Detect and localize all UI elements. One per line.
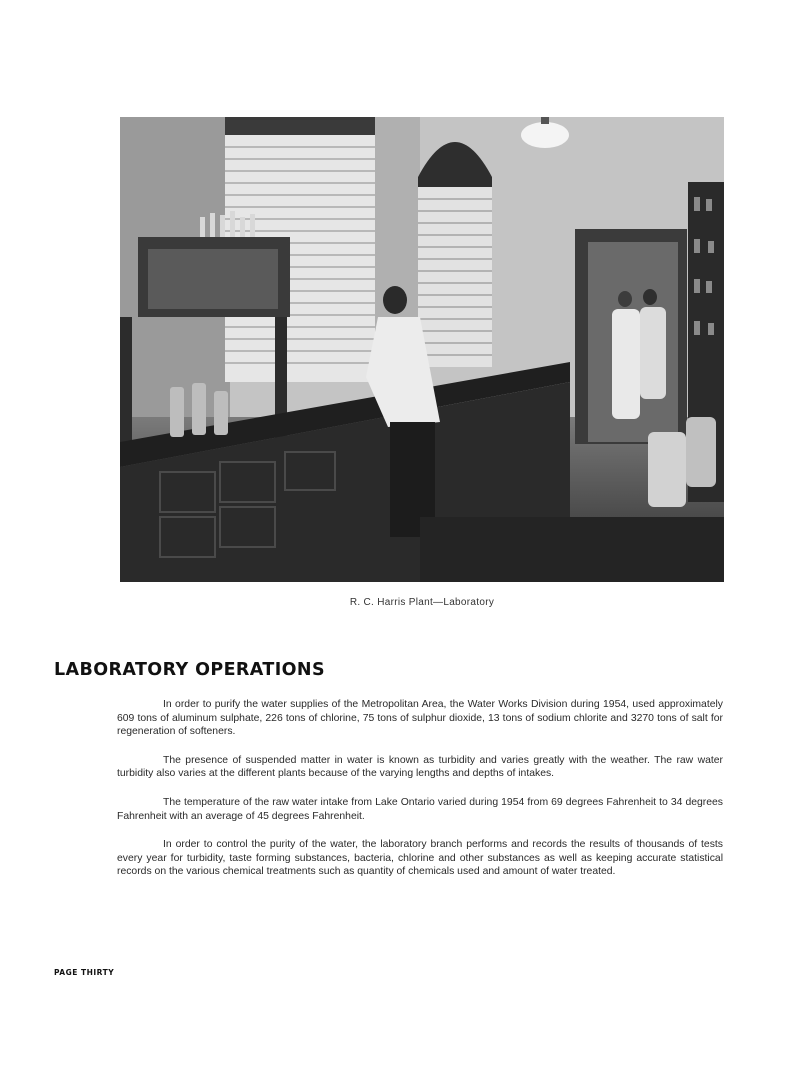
photo-caption: R. C. Harris Plant—Laboratory xyxy=(349,597,495,608)
paragraph-turbidity: The presence of suspended matter in water is known as turbidity and varies greatly with the weather. The raw water turbidity also varies at the different plants because of the varying lengths and depths of intakes. xyxy=(117,754,723,780)
page-number: PAGE THIRTY xyxy=(54,968,115,977)
paragraph-chemicals: In order to purify the water supplies of the Metropolitan Area, the Water Works Division during 1954, used approximately 609 tons of aluminum sulphate, 226 tons of chlorine, 75 tons of sulphur dioxide, 13 tons of sodium chlorite and 3270 tons of salt for regeneration of softeners. xyxy=(117,699,723,738)
section-title: LABORATORY OPERATIONS xyxy=(54,660,325,680)
laboratory-photo-illustration xyxy=(120,117,724,582)
paragraph-testing: In order to control the purity of the water, the laboratory branch performs and records the results of thousands of tests every year for turbidity, taste forming substances, bacteria, chlorine and other substances as well as keeping accurate statistical records on the various chemical treatments such as quantity of chemicals used and amount of water treated. xyxy=(117,839,723,878)
body-text xyxy=(117,698,723,894)
laboratory-photograph xyxy=(120,117,724,582)
paragraph-temperature: The temperature of the raw water intake from Lake Ontario varied during 1954 from 69 degrees Fahrenheit to 34 degrees Fahrenheit with an average of 45 degrees Fahrenheit. xyxy=(117,796,723,822)
